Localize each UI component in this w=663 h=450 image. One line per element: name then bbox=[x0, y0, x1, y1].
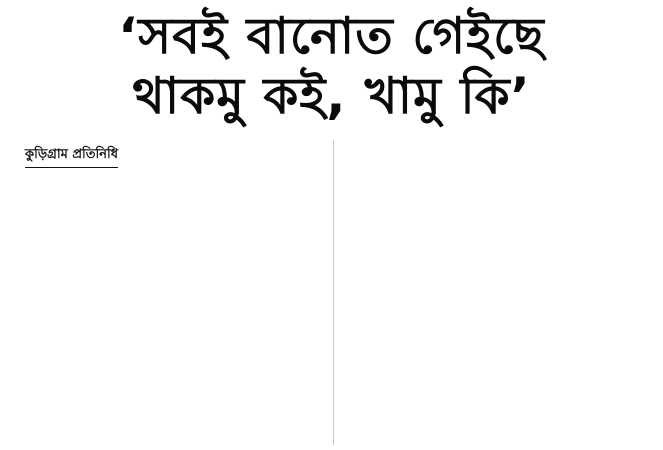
column-divider bbox=[333, 140, 334, 445]
headline-line-2: থাকমু কই, খামু কি’ bbox=[132, 67, 531, 125]
headline bbox=[0, 6, 663, 126]
headline-line-1: ‘সবই বানোত গেইছে bbox=[118, 7, 545, 65]
article-body-right-column bbox=[340, 150, 640, 445]
dateline: কুড়িগ্রাম প্রতিনিধি bbox=[25, 145, 118, 168]
article-body-left-column bbox=[25, 175, 328, 445]
